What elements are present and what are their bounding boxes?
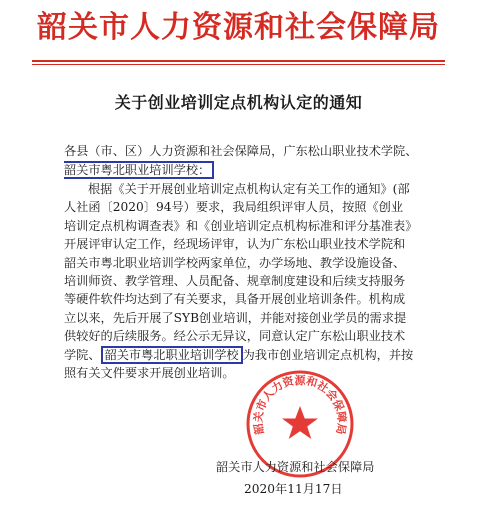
body-line — [64, 346, 439, 364]
salutation-line-1: 各县（市、区）人力资源和社会保障局，广东松山职业技术学院、 — [64, 144, 418, 158]
body-line: 培训定点机构调查表》和《创业培训定点机构标准和评分基准表》 — [64, 218, 418, 233]
seal-text: 韶关市人力资源和社会保障局 — [251, 373, 349, 436]
body-line-suffix: 为我市创业培训定点机构，并按 — [242, 347, 414, 362]
body-line: 根据《关于开展创业培训定点机构认定有关工作的通知》(部 — [88, 182, 410, 196]
issue-date: 2020年11月17日 — [244, 482, 343, 496]
highlighted-school-name: 韶关市粤北职业培训学校： — [64, 161, 214, 179]
body-line: 等硬件软件均达到了有关要求，具备开展创业培训条件。机构成 — [64, 292, 406, 307]
body-line: 立以来，先后开展了SYB创业培训，并能对接创业学员的需求提 — [64, 310, 407, 325]
body-line: 人社函〔2020〕94号）要求，我局组织评审人员，按照《创业 — [64, 200, 404, 215]
body-line-prefix: 学院、 — [64, 347, 101, 362]
issuer-signature: 韶关市人力资源和社会保障局 — [216, 460, 375, 474]
body-line: 培训师资、教学管理、人员配备、规章制度建设和后续支持服务 — [64, 274, 406, 289]
body-line: 韶关市粤北职业培训学校两家单位，办学场地、教学设施设备、 — [64, 255, 406, 270]
body-paragraph — [64, 180, 439, 382]
highlighted-school-name-inline: 韶关市粤北职业培训学校 — [101, 346, 243, 364]
letterhead-title: 韶关市人力资源和社会保障局 — [37, 10, 440, 45]
body-line: 照有关文件要求开展创业培训。 — [64, 366, 235, 381]
notice-title: 关于创业培训定点机构认定的通知 — [114, 93, 363, 112]
body-line: 供较好的后续服务。经公示无异议，同意认定广东松山职业技术 — [64, 329, 406, 344]
seal-star-icon — [282, 406, 318, 439]
body-line: 开展评审认定工作，经现场评审，认为广东松山职业技术学院和 — [64, 237, 406, 252]
letterhead-rule-thick — [32, 60, 445, 62]
salutation — [64, 142, 439, 180]
letterhead-rule-thin — [32, 64, 445, 65]
